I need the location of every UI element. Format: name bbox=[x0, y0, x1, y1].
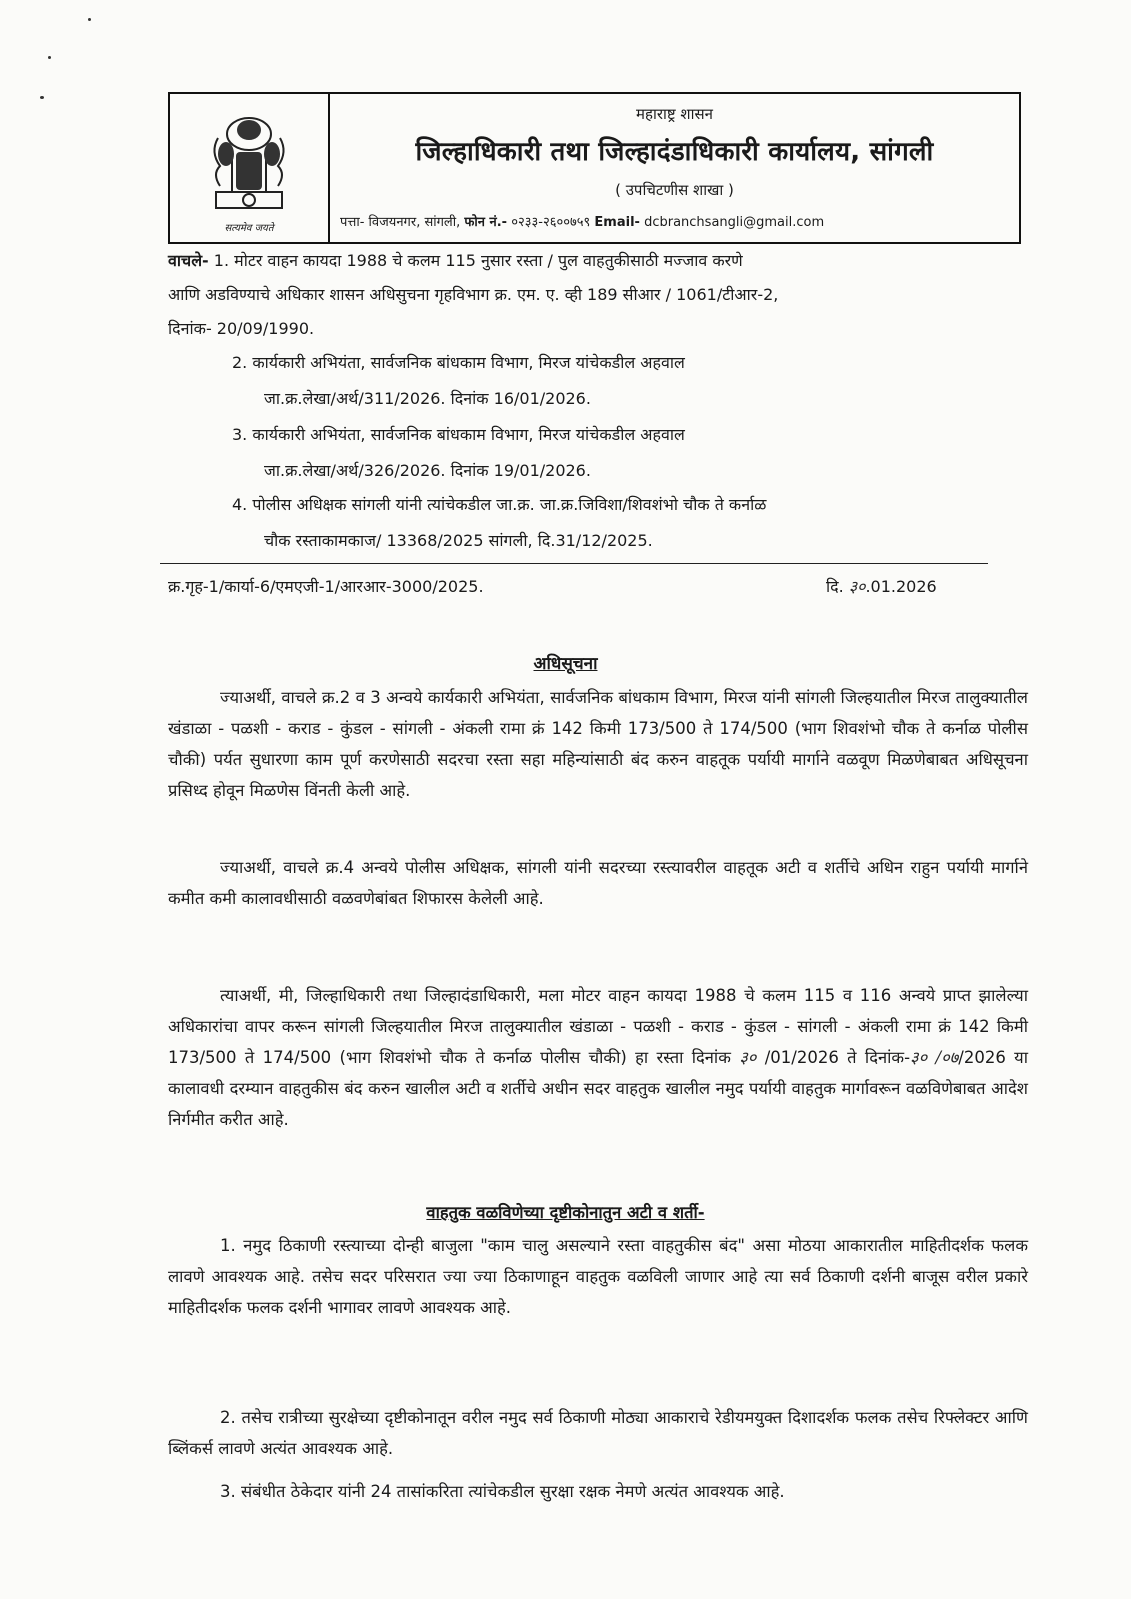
letterhead bbox=[168, 92, 1021, 244]
reference-1-line-3: दिनांक- 20/09/1990. bbox=[168, 319, 315, 338]
scan-speck bbox=[88, 18, 91, 21]
para-3-handwritten-1: ३० bbox=[739, 1048, 757, 1067]
date-prefix: दि. bbox=[826, 577, 844, 596]
divider bbox=[160, 563, 988, 564]
condition-3-text: 3. संबंधीत ठेकेदार यांनी 24 तासांकरिता त्यांचेकडील सुरक्षा रक्षक नेमणे अत्यंत आवश्यक आहे. bbox=[220, 1482, 785, 1501]
para-3-text-b: /01/2026 ते दिनांक- bbox=[756, 1048, 911, 1067]
condition-2 bbox=[168, 1402, 1028, 1464]
reference-text: 1. मोटर वाहन कायदा 1988 चे कलम 115 नुसार रस्ता / पुल वाहतुकीसाठी मज्जाव करणे bbox=[213, 251, 743, 270]
order-date bbox=[826, 575, 937, 597]
condition-3 bbox=[168, 1476, 1028, 1507]
address: पत्ता- विजयनगर, सांगली, bbox=[340, 215, 461, 230]
condition-2-text: 2. तसेच रात्रीच्या सुरक्षेच्या दृष्टीकोनातून वरील नमुद सर्व ठिकाणी मोठ्या आकाराचे रेडीयमयुक्त दिशादर्शक फलक तसेच रिफ्लेक्टर आणि ब्लिंकर्स लावणे अत्यंत आवश्यक आहे. bbox=[168, 1408, 1028, 1458]
email-address: dcbranchsangli@gmail.com bbox=[644, 215, 825, 230]
emblem-box bbox=[170, 94, 330, 242]
state-emblem-icon bbox=[196, 108, 302, 218]
para-3-text-a: त्याअर्थी, मी, जिल्हाधिकारी तथा जिल्हादंडाधिकारी, मला मोटर वाहन कायदा 1988 चे कलम 115 व 116 अन्वये प्राप्त झालेल्या अधिकारांचा वापर करून सांगली जिल्हयातील मिरज तालुक्यातील खंडाळा - पळशी - कराड - कुंडल - सांगली - अंकली रामा क्रं 142 किमी 173/500 ते 174/500 (भाग शिवशंभो चौक ते कर्नाळ पोलीस चौकी) हा रस्ता दिनांक bbox=[168, 986, 1028, 1067]
condition-1 bbox=[168, 1230, 1028, 1323]
reference-3-line-2: जा.क्र.लेखा/अर्थ/326/2026. दिनांक 19/01/2026. bbox=[264, 461, 591, 480]
reference-1-line-1 bbox=[168, 248, 743, 274]
reference-2-line-2: जा.क्र.लेखा/अर्थ/311/2026. दिनांक 16/01/2026. bbox=[264, 389, 591, 408]
government-name: महाराष्ट्र शासन bbox=[636, 105, 713, 123]
notification-heading bbox=[0, 651, 1131, 674]
para-3-handwritten-2: ३० /०७ bbox=[910, 1048, 959, 1067]
para-1-text: ज्याअर्थी, वाचले क्र.2 व 3 अन्वये कार्यकारी अभियंता, सार्वजनिक बांधकाम विभाग, मिरज यांनी सांगली जिल्हयातील मिरज तालुक्यातील खंडाळा - पळशी - कराड - कुंडल - सांगली - अंकली रामा क्रं 142 किमी 173/500 ते 174/500 (भाग शिवशंभो चौक ते कर्नाळ पोलीस चौकी) पर्यत सुधारणा काम पूर्ण करणेसाठी सदरचा रस्ता सहा महिन्यांसाठी बंद करुन वाहतूक पर्यायी मार्गाने वळवूण मिळणेबाबत अधिसूचना प्रसिध्द होवून मिळणेस विंनती केली आहे. bbox=[168, 688, 1028, 800]
references-label: वाचले- bbox=[168, 251, 209, 270]
notification-para-3 bbox=[168, 980, 1028, 1135]
notification-para-2 bbox=[168, 852, 1028, 914]
para-3-text-c: /2026 या कालावधी दरम्यान वाहतुकीस बंद करुन खालील अटी व शर्तीचे अधीन सदर वाहतुक खालील नमुद पर्यायी वाहतुक मार्गावरून वळविणेबाबत आदेश निर्गमीत करीत आहे. bbox=[168, 1048, 1029, 1129]
branch-name: ( उपचिटणीस शाखा ) bbox=[615, 181, 734, 199]
scan-speck bbox=[48, 56, 51, 59]
contact-line bbox=[340, 212, 1015, 230]
conditions-heading bbox=[0, 1200, 1131, 1223]
emblem-motto: सत्यमेव जयते bbox=[224, 223, 274, 234]
phone-number: ०२३३-२६००७५९ bbox=[511, 215, 591, 230]
notification-heading-text: अधिसूचना bbox=[533, 654, 598, 674]
reference-1-line-2: आणि अडविण्याचे अधिकार शासन अधिसुचना गृहविभाग क्र. एम. ए. व्ही 189 सीआर / 1061/टीआर-2, bbox=[168, 285, 779, 304]
reference-4-line-1: 4. पोलीस अधिक्षक सांगली यांनी त्यांचेकडील जा.क्र. जा.क्र.जिविशा/शिवशंभो चौक ते कर्नाळ bbox=[232, 495, 767, 514]
notification-para-1 bbox=[168, 682, 1028, 806]
order-number: क्र.गृह-1/कार्या-6/एमएजी-1/आरआर-3000/2025. bbox=[168, 577, 484, 596]
condition-1-text: 1. नमुद ठिकाणी रस्त्याच्या दोन्ही बाजुला "काम चालु असल्याने रस्ता वाहतुकीस बंद" असा मोठया आकारातील माहितीदर्शक फलक लावणे आवश्यक आहे. तसेच सदर परिसरात ज्या ज्या ठिकाणाहून वाहतुक वळविली जाणार आहे त्या सर्व ठिकाणी दर्शनी बाजूस वरील प्रकारे माहितीदर्शक फलक दर्शनी भागावर लावणे आवश्यक आहे. bbox=[168, 1236, 1028, 1317]
reference-3-line-1: 3. कार्यकारी अभियंता, सार्वजनिक बांधकाम विभाग, मिरज यांचेकडील अहवाल bbox=[232, 425, 685, 444]
para-2-text: ज्याअर्थी, वाचले क्र.4 अन्वये पोलीस अधिक्षक, सांगली यांनी सदरच्या रस्त्यावरील वाहतूक अटी व शर्तीचे अधिन राहुन पर्यायी मार्गाने कमीत कमी कालावधीसाठी वळवणेबांबत शिफारस केलेली आहे. bbox=[168, 858, 1028, 908]
phone-label: फोन नं.- bbox=[464, 215, 508, 230]
reference-2-line-1: 2. कार्यकारी अभियंता, सार्वजनिक बांधकाम विभाग, मिरज यांचेकडील अहवाल bbox=[232, 353, 685, 372]
office-title: जिल्हाधिकारी तथा जिल्हादंडाधिकारी कार्यालय, सांगली bbox=[415, 137, 934, 167]
date-handwritten: ३० bbox=[848, 577, 866, 596]
conditions-heading-text: वाहतुक वळविणेच्या दृष्टीकोनातुन अटी व शर्ती- bbox=[426, 1203, 705, 1222]
email-label: Email- bbox=[594, 215, 640, 230]
scan-speck bbox=[40, 96, 44, 99]
reference-4-line-2: चौक रस्ताकामकाज/ 13368/2025 सांगली, दि.31/12/2025. bbox=[264, 531, 653, 550]
date-rest: .01.2026 bbox=[865, 577, 937, 596]
